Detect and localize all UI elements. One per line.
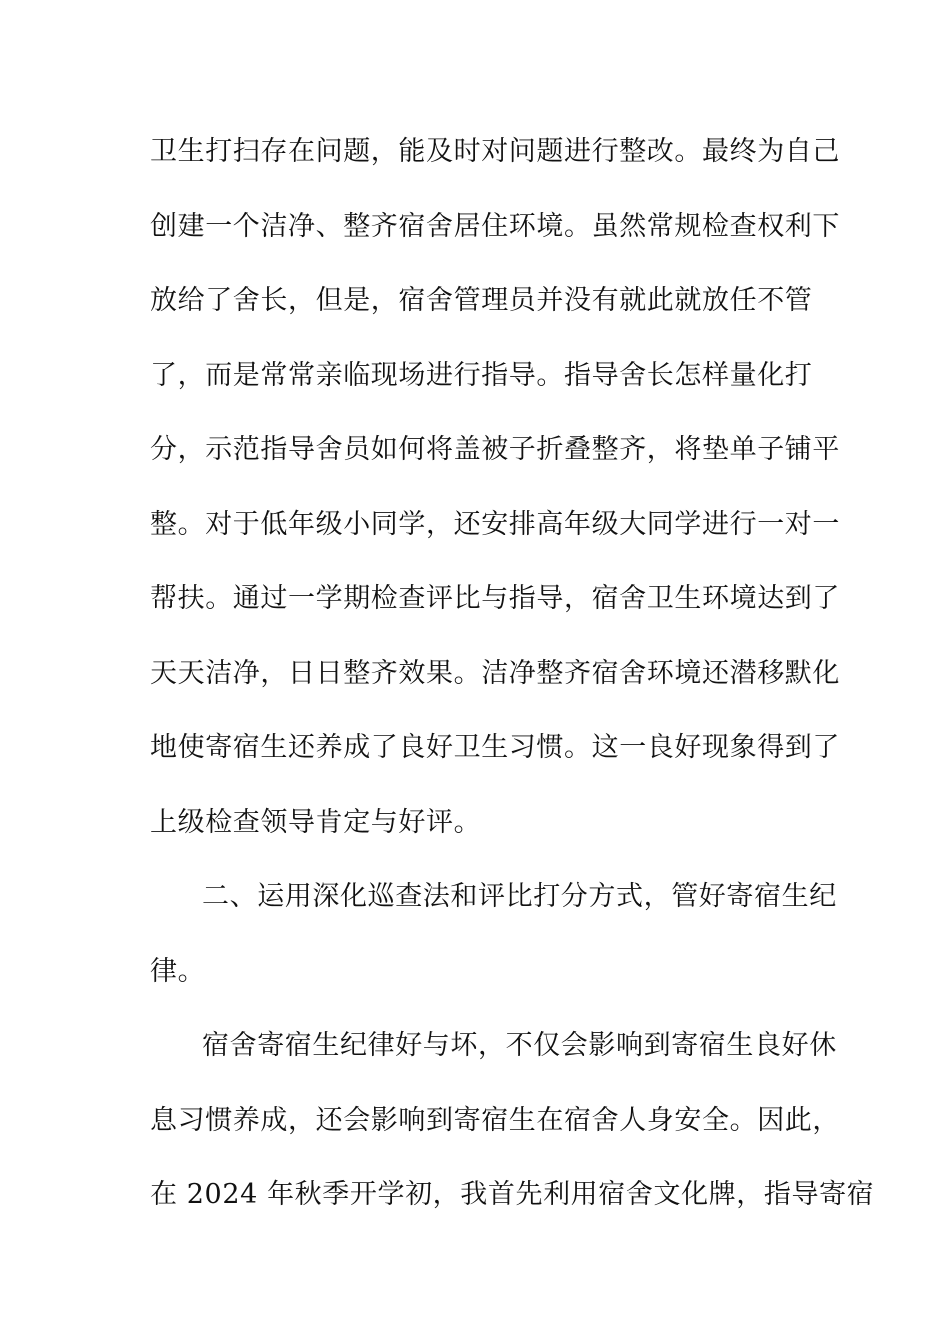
body-text-line: 地使寄宿生还养成了良好卫生习惯。这一良好现象得到了: [150, 732, 840, 763]
section-heading-line: 律。: [150, 956, 206, 987]
body-text-line: 放给了舍长，但是，宿舍管理员并没有就此就放任不管: [150, 285, 813, 316]
body-text-line: 创建一个洁净、整齐宿舍居住环境。虽然常规检查权利下: [150, 211, 840, 242]
body-text-line: 分，示范指导舍员如何将盖被子折叠整齐，将垫单子铺平: [150, 434, 840, 465]
body-text-line: 息习惯养成，还会影响到寄宿生在宿舍人身安全。因此，: [150, 1105, 840, 1136]
body-text-line: 了，而是常常亲临现场进行指导。指导舍长怎样量化打: [150, 360, 813, 391]
body-text-line: 帮扶。通过一学期检查评比与指导，宿舍卫生环境达到了: [150, 583, 840, 614]
body-text-line: 整。对于低年级小同学，还安排高年级大同学进行一对一: [150, 509, 840, 540]
body-text-line: 宿舍寄宿生纪律好与坏，不仅会影响到寄宿生良好休: [202, 1030, 837, 1061]
section-heading-line: 二、运用深化巡查法和评比打分方式，管好寄宿生纪: [202, 881, 837, 912]
body-text-line: 天天洁净，日日整齐效果。洁净整齐宿舍环境还潜移默化: [150, 658, 840, 689]
body-text-line: 卫生打扫存在问题，能及时对问题进行整改。最终为自己: [150, 136, 840, 167]
body-text-line: 上级检查领导肯定与好评。: [150, 807, 482, 838]
body-text-line: 在 2024 年秋季开学初，我首先利用宿舍文化牌，指导寄宿: [150, 1179, 875, 1210]
